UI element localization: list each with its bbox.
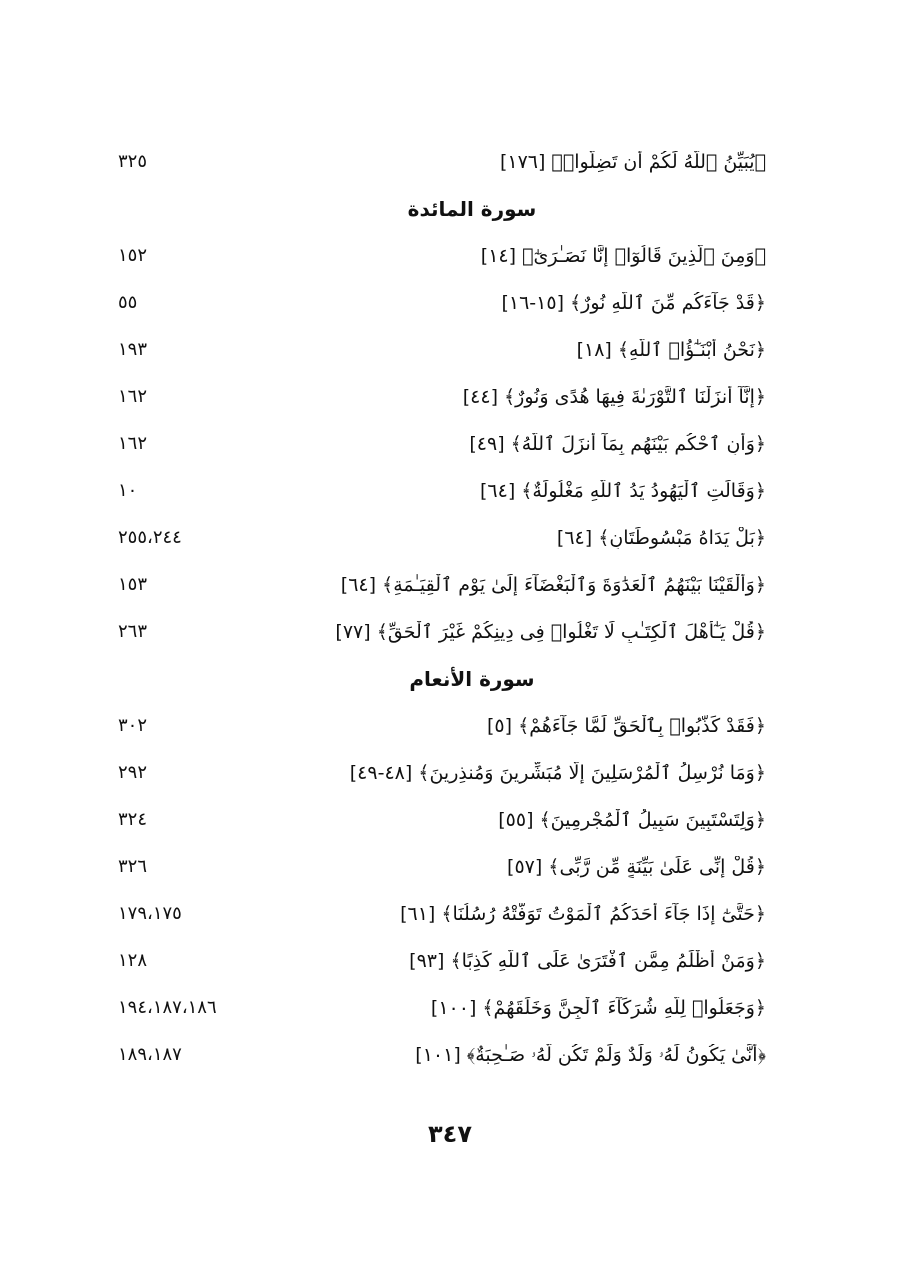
page-references: ١٠ — [118, 480, 138, 501]
page-references: ١٥٢ — [118, 245, 148, 266]
page-number: ٣٤٧ — [428, 1120, 472, 1148]
page-references: ١٢٨ — [118, 950, 148, 971]
verse-text: ﴿أَنَّىٰ يَكُونُ لَهُۥ وَلَدٌ وَلَمْ تَكُن لَّهُۥ صَـٰحِبَةٌ﴾ [١٠١] — [415, 1043, 766, 1066]
verse-text: ﴿وَقَالَتِ ٱلْيَهُودُ يَدُ ٱللَّهِ مَغْلُولَةٌ﴾ [٦٤] — [480, 479, 766, 502]
verse-text: ﴿إِنَّآ أَنزَلْنَا ٱلتَّوْرَىٰةَ فِيهَا هُدًى وَنُورٌ﴾ [٤٤] — [462, 385, 766, 408]
verse-text: ﴿وَأَلْقَيْنَا بَيْنَهُمُ ٱلْعَدَٰوَةَ وَٱلْبَغْضَآءَ إِلَىٰ يَوْمِ ٱلْقِيَـٰمَةِ﴾ [٦٤] — [340, 573, 766, 596]
index-row — [118, 326, 766, 373]
index-row — [118, 138, 766, 185]
index-row — [118, 749, 766, 796]
verse-text: ﴿فَقَدْ كَذَّبُوا۟ بِٱلْحَقِّ لَمَّا جَآءَهُمْ﴾ [٥] — [486, 714, 766, 737]
verse-text: ﴿وَمِنَ ٱلَّذِينَ قَالُوٓا۟ إِنَّا نَصَـٰرَىٰٓ﴾ [١٤] — [480, 244, 766, 267]
index-row — [118, 561, 766, 608]
verse-text: ﴿وَمَا نُرْسِلُ ٱلْمُرْسَلِينَ إِلَّا مُبَشِّرِينَ وَمُنذِرِينَ﴾ [٤٨-٤٩] — [349, 761, 766, 784]
index-row — [118, 890, 766, 937]
index-row — [118, 937, 766, 984]
page-references: ١٦٢ — [118, 386, 148, 407]
page-references: ١٦٢ — [118, 433, 148, 454]
page-references: ٣٢٤ — [118, 809, 148, 830]
index-row — [118, 702, 766, 749]
page-references: ٢٥٥،٢٤٤ — [118, 527, 182, 548]
page-references: ١٥٣ — [118, 574, 148, 595]
index-row — [118, 796, 766, 843]
index-row — [118, 608, 766, 655]
page-references: ١٩٣ — [118, 339, 148, 360]
verse-text: ﴿قُلْ يَـٰٓأَهْلَ ٱلْكِتَـٰبِ لَا تَغْلُوا۟ فِى دِينِكُمْ غَيْرَ ٱلْحَقِّ﴾ [٧٧] — [335, 620, 766, 643]
verse-text: ﴿نَحْنُ أَبْنَـٰٓؤُا۟ ٱللَّهِ﴾ [١٨] — [576, 338, 766, 361]
page-references: ٢٩٢ — [118, 762, 148, 783]
surah-heading — [118, 185, 766, 232]
verse-text: ﴿وَمَنْ أَظْلَمُ مِمَّنِ ٱفْتَرَىٰ عَلَى ٱللَّهِ كَذِبًا﴾ [٩٣] — [409, 949, 766, 972]
page-references: ٥٥ — [118, 292, 138, 313]
surah-title: سورة الأنعام — [409, 666, 535, 691]
verse-text: ﴿يُبَيِّنُ ٱللَّهُ لَكُمْ أَن تَضِلُّوا۟﴾ [١٧٦] — [499, 150, 766, 173]
verse-text: ﴿قُلْ إِنِّى عَلَىٰ بَيِّنَةٍ مِّن رَّبِّى﴾ [٥٧] — [507, 855, 766, 878]
page-references: ٣٢٥ — [118, 151, 148, 172]
verse-text: ﴿وَلِتَسْتَبِينَ سَبِيلُ ٱلْمُجْرِمِينَ﴾ [٥٥] — [498, 808, 766, 831]
page-references: ١٧٩،١٧٥ — [118, 903, 182, 924]
page-references: ٢٦٣ — [118, 621, 148, 642]
verse-index — [118, 138, 766, 1078]
verse-text: ﴿بَلْ يَدَاهُ مَبْسُوطَتَانِ﴾ [٦٤] — [556, 526, 766, 549]
index-row — [118, 232, 766, 279]
index-row — [118, 420, 766, 467]
index-row — [118, 467, 766, 514]
index-row — [118, 984, 766, 1031]
page-references: ١٩٤،١٨٧،١٨٦ — [118, 997, 217, 1018]
index-row — [118, 1031, 766, 1078]
page-references: ١٨٩،١٨٧ — [118, 1044, 182, 1065]
page-references: ٣٠٢ — [118, 715, 148, 736]
surah-title: سورة المائدة — [407, 196, 537, 221]
verse-text: ﴿وَأَنِ ٱحْكُم بَيْنَهُم بِمَآ أَنزَلَ ٱللَّهُ﴾ [٤٩] — [469, 432, 766, 455]
index-row — [118, 279, 766, 326]
verse-text: ﴿حَتَّىٰٓ إِذَا جَآءَ أَحَدَكُمُ ٱلْمَوْتُ تَوَفَّتْهُ رُسُلُنَا﴾ [٦١] — [400, 902, 766, 925]
verse-text: ﴿قَدْ جَآءَكُم مِّنَ ٱللَّهِ نُورٌ﴾ [١٥-١٦] — [501, 291, 766, 314]
index-row — [118, 514, 766, 561]
verse-text: ﴿وَجَعَلُوا۟ لِلَّهِ شُرَكَآءَ ٱلْجِنَّ وَخَلَقَهُمْ﴾ [١٠٠] — [430, 996, 766, 1019]
index-row — [118, 843, 766, 890]
surah-heading — [118, 655, 766, 702]
page-references: ٣٢٦ — [118, 856, 148, 877]
index-row — [118, 373, 766, 420]
